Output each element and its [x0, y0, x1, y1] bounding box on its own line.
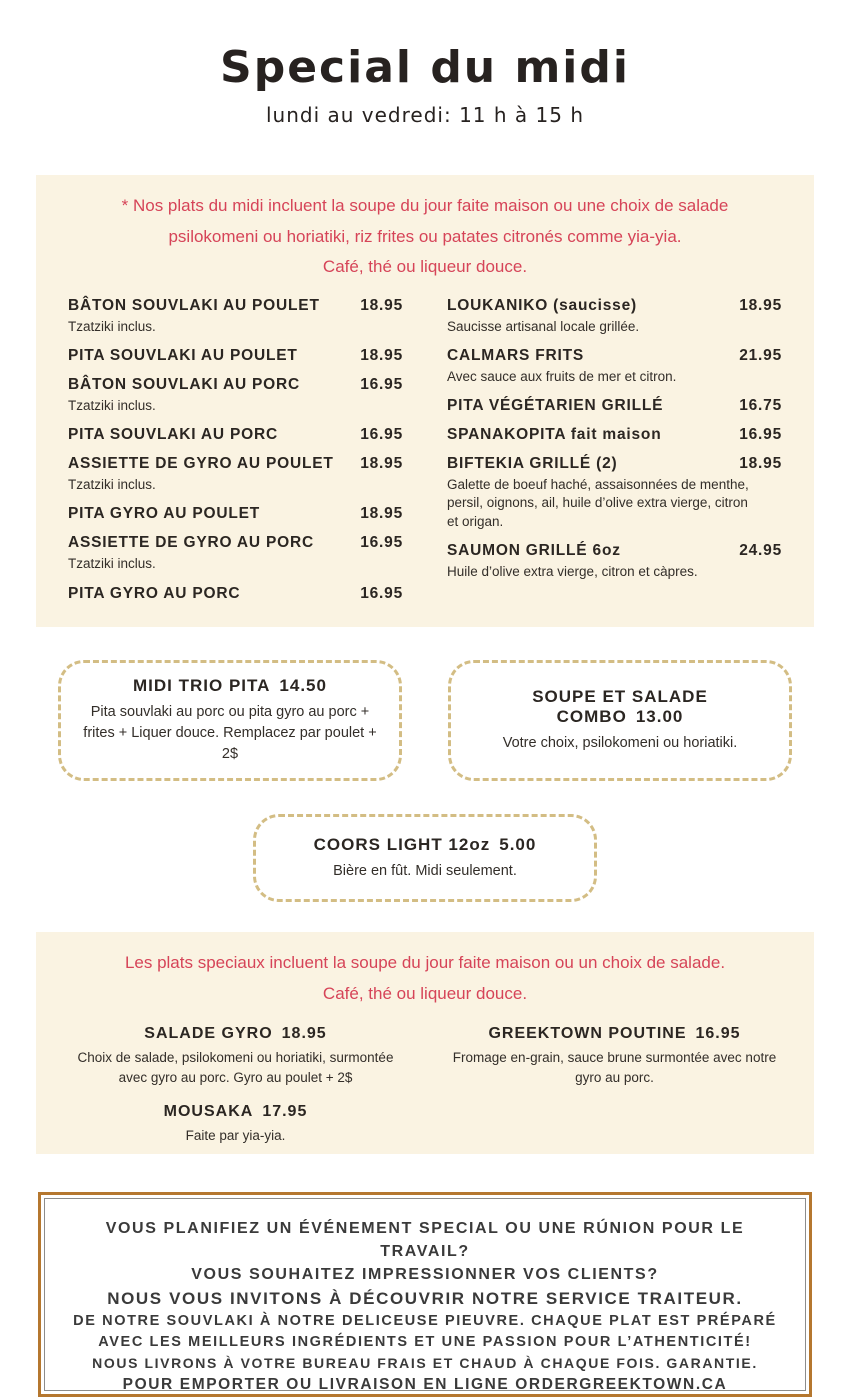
special-item — [66, 1025, 405, 1089]
menu-item-desc: Galette de boeuf haché, assaisonnées de menthe, persil, oignons, ail, huile d’olive extra vierge, citron et origan. — [447, 477, 749, 529]
menu-item — [447, 297, 782, 336]
menu-item-name: SPANAKOPITA fait maison — [447, 426, 662, 444]
menu-item-price: 18.95 — [739, 296, 782, 314]
menu-item-price: 16.95 — [360, 584, 403, 602]
lunch-note-line: * Nos plats du midi incluent la soupe du jour faite maison ou une choix de salade — [121, 196, 729, 215]
lunch-menu-right-column — [447, 297, 782, 614]
menu-item-price: 18.95 — [360, 455, 403, 473]
special-item — [66, 1103, 405, 1146]
menu-item-price: 18.95 — [360, 296, 403, 314]
menu-item — [68, 455, 403, 494]
combo-box-midi-trio — [58, 660, 402, 781]
menu-item — [447, 542, 782, 581]
catering-box — [38, 1192, 812, 1397]
menu-item-name: ASSIETTE DE GYRO AU POULET — [68, 455, 334, 473]
menu-item — [68, 534, 403, 573]
menu-item — [447, 397, 782, 415]
lunch-note-line: psilokomeni ou horiatiki, riz frites ou patates citronés comme yia-yia. — [168, 226, 682, 246]
page-title: Special du midi — [220, 42, 630, 93]
lunch-note-line: Café, thé ou liqueur douce. — [322, 257, 528, 277]
menu-item-desc: Tzatziki inclus. — [68, 556, 156, 572]
combo-box-soupe-salade — [448, 660, 792, 781]
combo-desc: Bière en fût. Midi seulement. — [333, 862, 517, 879]
combo-price: 5.00 — [499, 834, 537, 854]
combo-price: 14.50 — [279, 676, 327, 695]
combo-desc: Votre choix, psilokomeni ou horiatiki. — [502, 735, 738, 752]
menu-item-name: SAUMON GRILLÉ 6oz — [447, 541, 621, 559]
menu-item-name: CALMARS FRITS — [447, 347, 584, 364]
menu-item-desc: Avec sauce aux fruits de mer et citron. — [447, 369, 677, 384]
combo-box-row — [0, 660, 850, 781]
menu-item-name: LOUKANIKO (saucisse) — [447, 296, 637, 314]
special-item-name: MOUSAKA — [163, 1102, 254, 1120]
menu-item-name: PITA VÉGÉTARIEN GRILLÉ — [447, 397, 664, 415]
specials-note-line: Les plats speciaux incluent la soupe du jour faite maison ou un choix de salade. — [124, 953, 726, 973]
menu-item-name: ASSIETTE DE GYRO AU PORC — [68, 534, 314, 552]
specials-note — [66, 948, 784, 1009]
menu-item-name: BÂTON SOUVLAKI AU POULET — [68, 296, 320, 314]
specials-note-line: Café, thé ou liqueur douce. — [322, 983, 528, 1003]
menu-item-name: BÂTON SOUVLAKI AU PORC — [68, 376, 301, 393]
menu-item-price: 16.75 — [739, 397, 782, 415]
menu-item — [68, 376, 403, 415]
catering-box-inner — [44, 1198, 806, 1391]
menu-item-desc: Saucisse artisanal locale grillée. — [447, 318, 640, 334]
catering-line: VOUS PLANIFIEZ UN ÉVÉNEMENT SPECIAL OU UNE RÚNION POUR LE TRAVAIL? — [105, 1220, 745, 1261]
menu-item-price: 18.95 — [360, 347, 403, 364]
menu-header — [0, 0, 850, 127]
specials-left-column — [66, 1025, 405, 1160]
lunch-note — [66, 191, 784, 283]
menu-item-price: 16.95 — [360, 426, 403, 444]
special-item-price: 17.95 — [262, 1102, 308, 1120]
menu-item-price: 16.95 — [360, 534, 403, 552]
combo-box-coors-light — [253, 814, 597, 902]
menu-item-name: PITA SOUVLAKI AU PORC — [68, 426, 278, 444]
menu-item — [68, 426, 403, 444]
menu-item — [447, 426, 782, 444]
combo-title: SOUPE ET SALADE COMBO — [532, 687, 708, 727]
lunch-menu-grid — [66, 297, 784, 614]
menu-item-price: 21.95 — [739, 347, 782, 364]
menu-item-price: 16.95 — [360, 376, 403, 393]
menu-item-desc: Tzatziki inclus. — [68, 477, 156, 493]
specials-panel — [36, 932, 814, 1154]
menu-item — [68, 347, 403, 365]
combo-price: 13.00 — [635, 707, 684, 727]
catering-line: NOUS VOUS INVITONS À DÉCOUVRIR NOTRE SERVICE TRAITEUR. — [107, 1288, 743, 1308]
combo-desc: Pita souvlaki au porc ou pita gyro au porc + frites + Liquer douce. Remplacez par poulet + 2$ — [83, 704, 377, 763]
specials-right-column — [445, 1025, 784, 1160]
specials-grid — [66, 1025, 784, 1160]
catering-line: DE NOTRE SOUVLAKI À NOTRE DELICEUSE PIEUVRE. CHAQUE PLAT EST PRÉPARÉ AVEC LES MEILLEURS INGRÉDIENTS ET UNE PASSION POUR L’ATHENTICITÉ! — [73, 1313, 777, 1351]
menu-item — [68, 585, 403, 603]
menu-item-price: 18.95 — [360, 505, 403, 523]
page-subtitle: lundi au vedredi: 11 h à 15 h — [265, 103, 584, 127]
lunch-menu-left-column — [68, 297, 403, 614]
special-item-name: SALADE GYRO — [144, 1025, 273, 1043]
menu-item-price: 16.95 — [739, 426, 782, 444]
catering-line: VOUS SOUHAITEZ IMPRESSIONNER VOS CLIENTS? — [191, 1266, 659, 1284]
special-item-desc: Faite par yia-yia. — [185, 1127, 286, 1143]
menu-item — [447, 347, 782, 386]
special-item-name: GREEKTOWN POUTINE — [488, 1025, 687, 1043]
menu-item — [68, 297, 403, 336]
combo-title: COORS LIGHT 12oz — [313, 834, 491, 854]
menu-item-price: 24.95 — [739, 541, 782, 559]
menu-item-name: PITA GYRO AU POULET — [68, 505, 261, 523]
special-item-desc: Choix de salade, psilokomeni ou horiatiki, surmontée avec gyro au porc. Gyro au poulet + 2$ — [77, 1050, 394, 1086]
menu-item-desc: Tzatziki inclus. — [68, 398, 156, 413]
menu-item-name: PITA GYRO AU PORC — [68, 584, 241, 602]
lunch-panel — [36, 175, 814, 627]
combo-title: MIDI TRIO PITA — [133, 676, 271, 695]
menu-item — [68, 505, 403, 523]
menu-item-name: BIFTEKIA GRILLÉ (2) — [447, 455, 618, 473]
menu-item-name: PITA SOUVLAKI AU POULET — [68, 347, 298, 364]
menu-item-price: 18.95 — [739, 455, 782, 473]
menu-item-desc: Tzatziki inclus. — [68, 318, 156, 334]
special-item-price: 18.95 — [281, 1025, 327, 1043]
menu-item — [447, 455, 782, 531]
special-item-desc: Fromage en-grain, sauce brune surmontée avec notre gyro au porc. — [452, 1050, 777, 1086]
catering-line: NOUS LIVRONS À VOTRE BUREAU FRAIS ET CHAUD À CHAQUE FOIS. GARANTIE. — [92, 1355, 758, 1372]
special-item-price: 16.95 — [695, 1025, 741, 1043]
special-item — [445, 1025, 784, 1089]
catering-line: POUR EMPORTER OU LIVRAISON EN LIGNE ORDERGREEKTOWN.CA — [122, 1375, 728, 1393]
menu-item-desc: Huile d’olive extra vierge, citron et càpres. — [447, 563, 698, 579]
